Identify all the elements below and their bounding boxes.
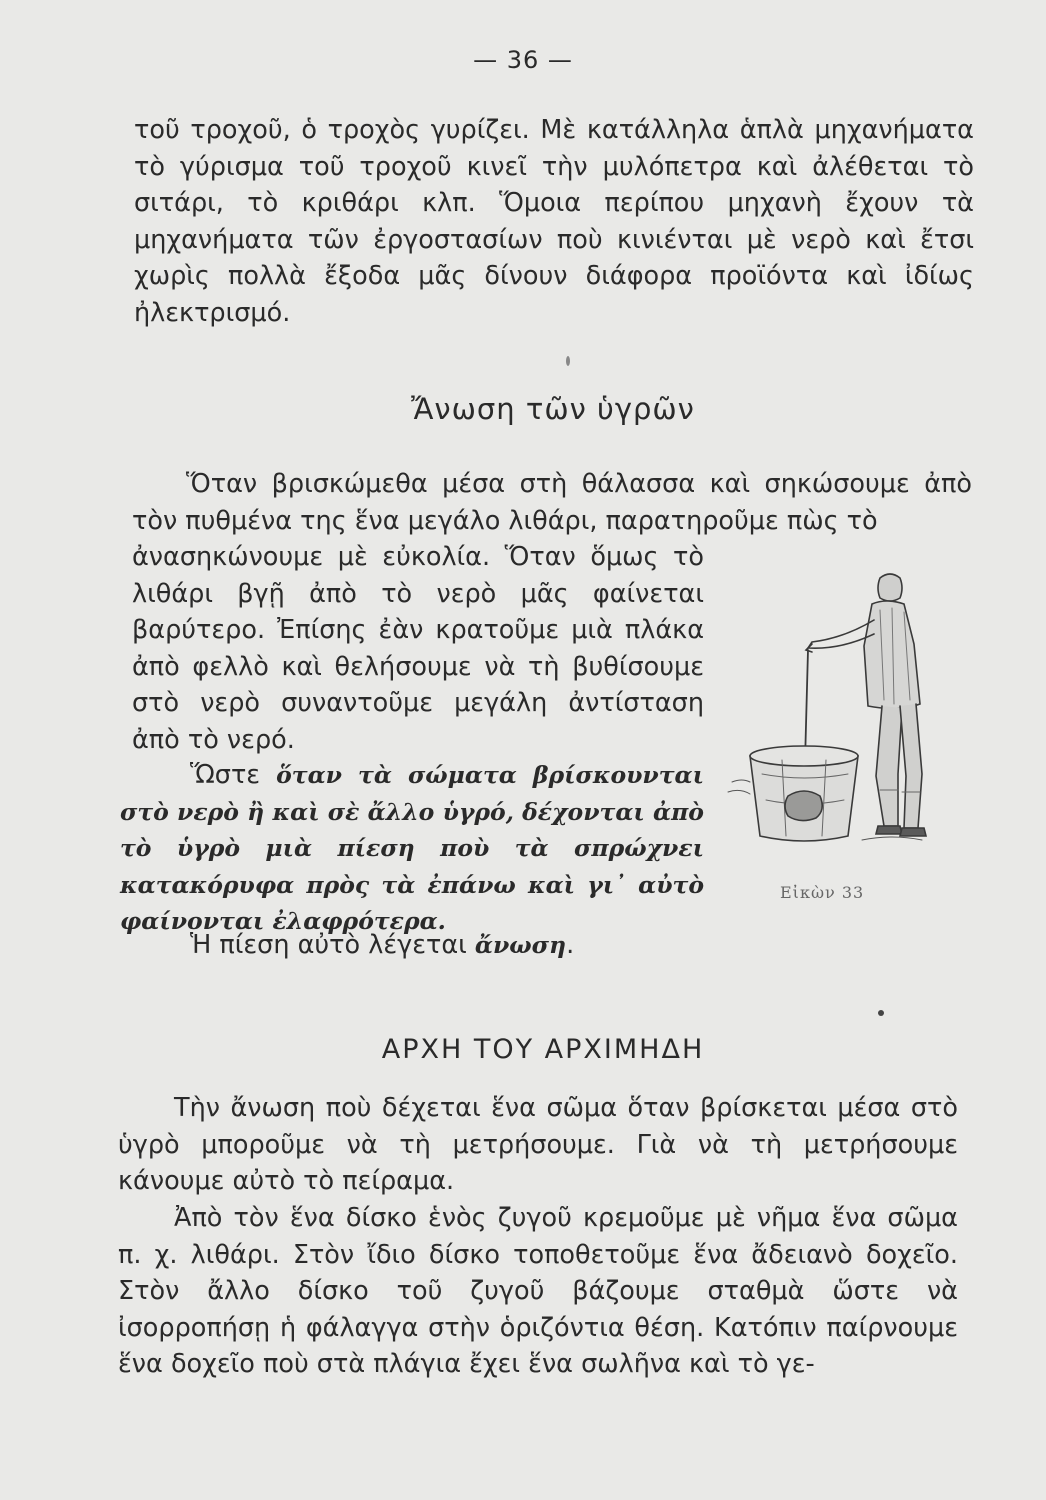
- term-lead: Ἡ πίεση αὐτὸ λέγεται: [190, 930, 467, 960]
- term-buoyancy: ἄνωση: [474, 931, 567, 959]
- figure-man-lifting-stone-illustration: [722, 560, 942, 860]
- figure-caption: Εἰκὼν 33: [780, 883, 865, 902]
- ink-speck: [878, 1010, 884, 1016]
- archimedes-paragraph-1: Τὴν ἄνωση ποὺ δέχεται ἕνα σῶμα ὅταν βρίσκεται μέσα στὸ ὑγρὸ μποροῦμε νὰ τὴ μετρήσουμε. Γιὰ νὰ τὴ μετρήσουμε κάνουμε αὐτὸ τὸ πείραμα.: [118, 1093, 958, 1196]
- buoyancy-term-paragraph: [190, 927, 710, 964]
- buoyancy-definition-paragraph: [120, 757, 704, 940]
- intro-paragraph: τοῦ τροχοῦ, ὁ τροχὸς γυρίζει. Μὲ κατάλληλα ἁπλὰ μηχανήματα τὸ γύρισμα τοῦ τροχοῦ κινεῖ τὴν μυλόπετρα καὶ ἀλέθεται τὸ σιτάρι, τὸ κριθάρι κλπ. Ὅμοια περίπου μηχανὴ ἔχουν τὰ μηχανήματα τῶν ἐργοστασίων ποὺ κινιένται μὲ νερὸ καὶ ἔτσι χωρὶς πολλὰ ἔξοδα μᾶς δίνουν διάφορα προϊόντα καὶ ἰδίως ἠλεκτρισμό.: [134, 115, 974, 328]
- ink-speck: [566, 356, 570, 366]
- definition-emphasis: ὅταν τὰ σώματα βρίσκουνται στὸ νερὸ ἢ καὶ σὲ ἄλλο ὑγρό, δέχονται ἀπὸ τὸ ὑγρὸ μιὰ πίεση ποὺ τὰ σπρώχνει κατακόρυφα πρὸς τὰ ἐπάνω καὶ γι᾽ αὐτὸ φαίνονται ἐλαφρότερα.: [120, 761, 704, 935]
- definition-lead-word: Ὥστε: [190, 760, 261, 790]
- section-title-buoyancy: Ἄνωση τῶν ὑγρῶν: [411, 392, 695, 426]
- archimedes-paragraph-2: Ἀπὸ τὸν ἕνα δίσκο ἑνὸς ζυγοῦ κρεμοῦμε μὲ νῆμα ἕνα σῶμα π. χ. λιθάρι. Στὸν ἴδιο δίσκο τοποθετοῦμε ἕνα ἄδειανὸ δοχεῖο. Στὸν ἄλλο δίσκο τοῦ ζυγοῦ βάζουμε σταθμὰ ὥστε νὰ ἰσορροπήσῃ ἡ φάλαγγα στὴν ὁριζόντια θέση. Κατόπιν παίρνουμε ἕνα δοχεῖο ποὺ στὰ πλάγια ἔχει ἕνα σωλῆνα καὶ τὸ γε-: [118, 1203, 958, 1379]
- buoyancy-paragraph-narrow: ἀνασηκώνουμε μὲ εὐκολία. Ὅταν ὅμως τὸ λιθάρι βγῇ ἀπὸ τὸ νερὸ μᾶς φαίνεται βαρύτερο. Ἐπίσης ἐὰν κρατοῦμε μιὰ πλάκα ἀπὸ φελλὸ καὶ θελήσουμε νὰ τὴ βυθίσουμε στὸ νερὸ συναντοῦμε μεγάλη ἀντίσταση ἀπὸ τὸ νερό.: [132, 542, 704, 755]
- term-end: .: [566, 930, 575, 960]
- section-title-archimedes: ΑΡΧΗ ΤΟΥ ΑΡΧΙΜΗΔΗ: [381, 1034, 705, 1065]
- buoyancy-paragraph-wide: Ὅταν βρισκώμεθα μέσα στὴ θάλασσα καὶ σηκώσουμε ἀπὸ τὸν πυθμένα της ἕνα μεγάλο λιθάρι, παρατηροῦμε πὼς τὸ: [132, 469, 972, 536]
- page-number: — 36 —: [473, 46, 573, 74]
